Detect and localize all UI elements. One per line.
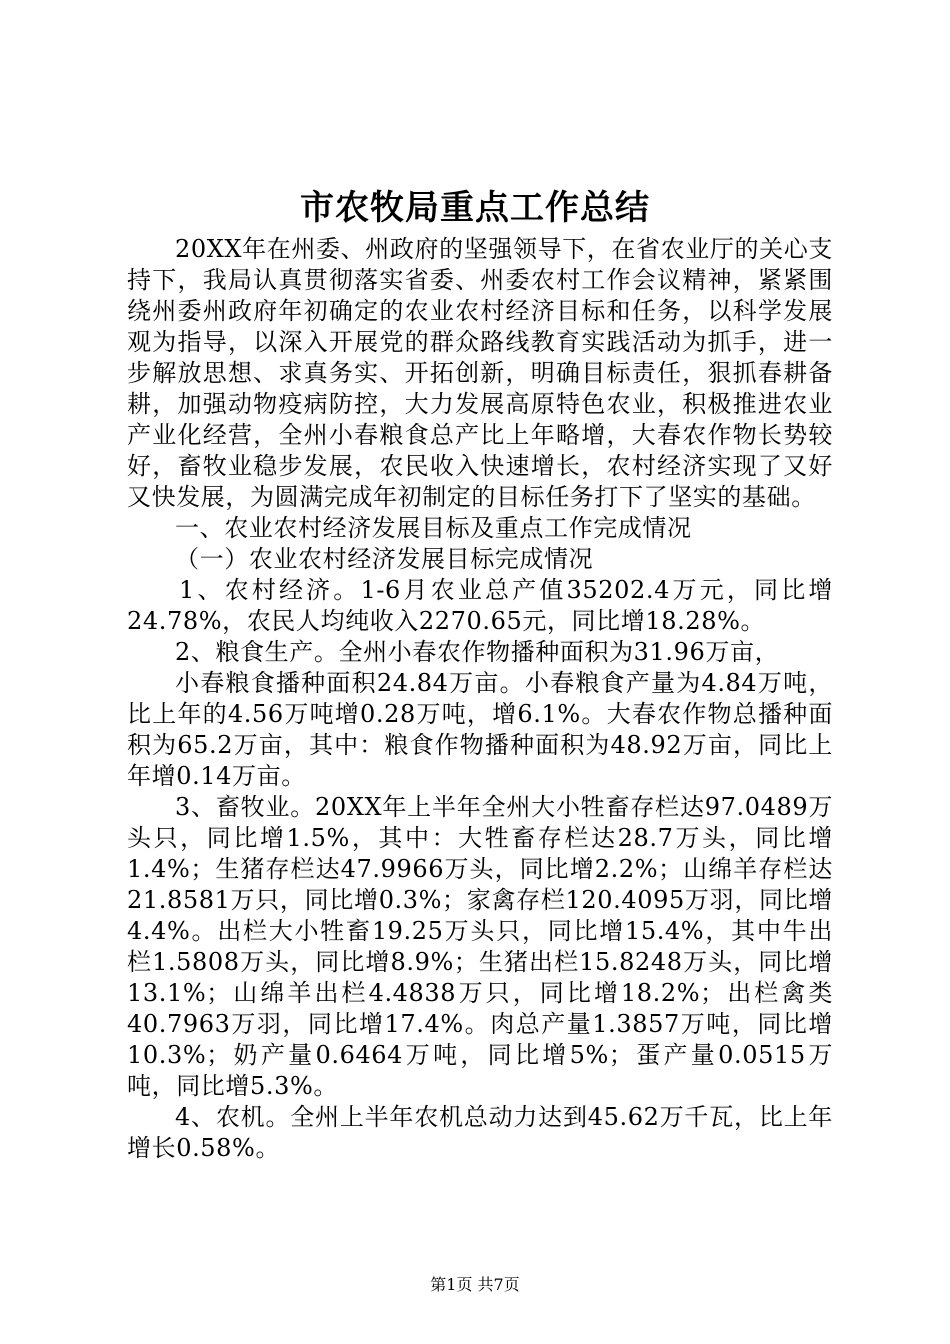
section-heading-1: 一、农业农村经济发展目标及重点工作完成情况	[175, 514, 692, 542]
item-rural-economy: 1、农村经济。1-6月农业总产值35202.4万元，同比增24.78%，农民人均纯收入2270.65元，同比增18.28%。	[127, 576, 833, 635]
item-grain-production: 2、粮食生产。全州小春农作物播种面积为31.96万亩，	[175, 638, 780, 666]
document-body	[127, 234, 833, 1164]
subsection-heading-1: （一）农业农村经济发展目标完成情况	[175, 545, 594, 573]
item-grain-production-cont: 小春粮食播种面积24.84万亩。小春粮食产量为4.84万吨，比上年的4.56万吨增0.28万吨，增6.1%。大春农作物总播种面积为65.2万亩，其中：粮食作物播种面积为48.92万亩，同比上年增0.14万亩。	[127, 669, 833, 790]
item-agricultural-machinery: 4、农机。全州上半年农机总动力达到45.62万千瓦，比上年增长0.58%。	[127, 1103, 833, 1162]
page-footer: 第1页 共7页	[430, 1275, 520, 1294]
item-animal-husbandry: 3、畜牧业。20XX年上半年全州大小牲畜存栏达97.0489万头只，同比增1.5%，其中：大牲畜存栏达28.7万头，同比增1.4%；生猪存栏达47.9966万头，同比增2.2%；山绵羊存栏达21.8581万只，同比增0.3%；家禽存栏120.4095万羽，同比增4.4%。出栏大小牲畜19.25万头只，同比增15.4%，其中牛出栏1.5808万头，同比增8.9%；生猪出栏15.8248万头，同比增13.1%；山绵羊出栏4.4838万只，同比增18.2%；出栏禽类40.7963万羽，同比增17.4%。肉总产量1.3857万吨，同比增10.3%；奶产量0.6464万吨，同比增5%；蛋产量0.0515万吨，同比增5.3%。	[127, 793, 833, 1100]
document-title: 市农牧局重点工作总结	[300, 188, 650, 228]
intro-paragraph: 20XX年在州委、州政府的坚强领导下，在省农业厅的关心支持下，我局认真贯彻落实省委、州委农村工作会议精神，紧紧围绕州委州政府年初确定的农业农村经济目标和任务，以科学发展观为指导，以深入开展党的群众路线教育实践活动为抓手，进一步解放思想、求真务实、开拓创新，明确目标责任，狠抓春耕备耕，加强动物疫病防控，大力发展高原特色农业，积极推进农业产业化经营，全州小春粮食总产比上年略增，大春农作物长势较好，畜牧业稳步发展，农民收入快速增长，农村经济实现了又好又快发展，为圆满完成年初制定的目标任务打下了坚实的基础。	[127, 235, 833, 511]
